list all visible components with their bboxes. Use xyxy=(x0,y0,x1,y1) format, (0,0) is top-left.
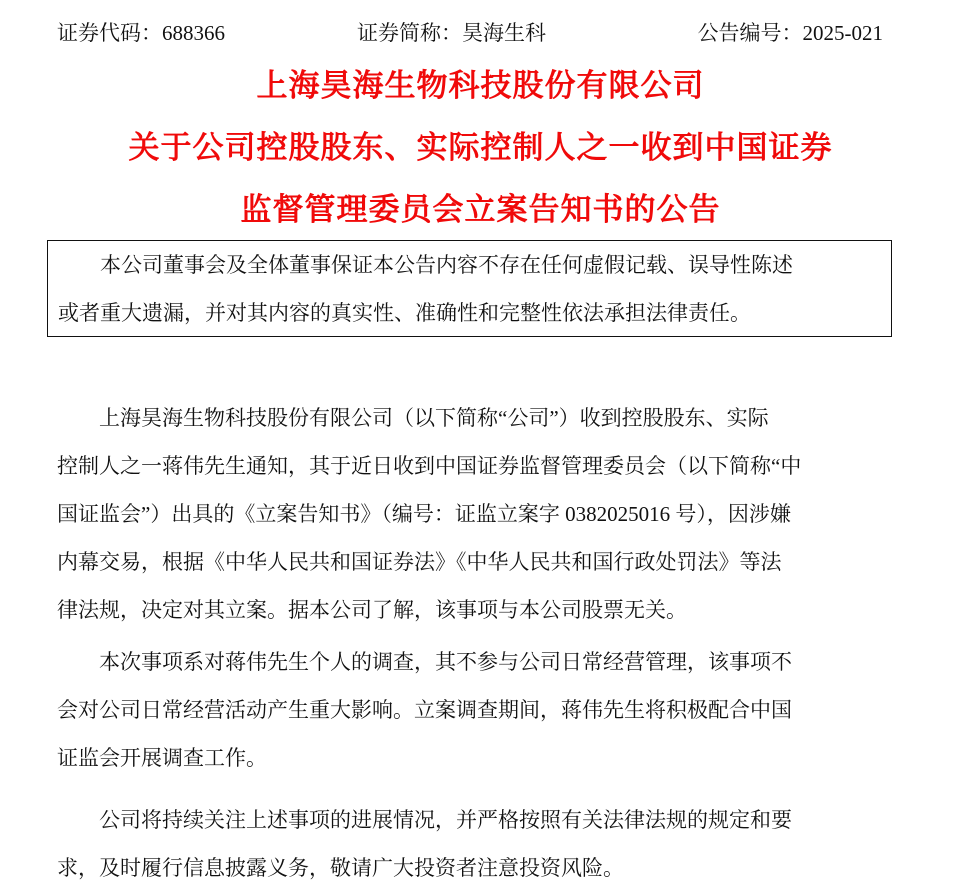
paragraph-case-filing xyxy=(57,394,887,634)
paragraph-line: 会对公司日常经营活动产生重大影响。立案调查期间，蒋伟先生将积极配合中国 xyxy=(57,698,792,722)
paragraph-line: 上海昊海生物科技股份有限公司（以下简称“公司”）收到控股股东、实际 xyxy=(99,406,769,430)
title-line-3: 监督管理委员会立案告知书的公告 xyxy=(240,192,721,228)
stock-code: 证券代码：688366 xyxy=(57,21,225,45)
notice-line-2: 或者重大遗漏，并对其内容的真实性、准确性和完整性依法承担法律责任。 xyxy=(58,301,751,325)
title-line-2: 关于公司控股股东、实际控制人之一收到中国证券 xyxy=(128,130,833,166)
paragraph-line: 本次事项系对蒋伟先生个人的调查，其不参与公司日常经营管理，该事项不 xyxy=(99,650,792,674)
paragraph-disclosure xyxy=(57,796,887,892)
paragraph-line: 国证监会”）出具的《立案告知书》（编号：证监立案字 0382025016 号），因涉嫌 xyxy=(57,502,791,526)
notice-line-1: 本公司董事会及全体董事保证本公告内容不存在任何虚假记载、误导性陈述 xyxy=(100,253,793,277)
paragraph-line: 律法规，决定对其立案。据本公司了解，该事项与本公司股票无关。 xyxy=(57,598,687,622)
paragraph-line: 求，及时履行信息披露义务，敬请广大投资者注意投资风险。 xyxy=(57,856,624,880)
stock-abbreviation: 证券简称：昊海生科 xyxy=(357,21,546,45)
paragraph-line: 内幕交易，根据《中华人民共和国证券法》《中华人民共和国行政处罚法》等法 xyxy=(57,550,782,574)
board-guarantee-notice xyxy=(47,240,892,337)
announcement-number: 公告编号：2025-021 xyxy=(697,21,883,45)
document-header xyxy=(57,18,883,48)
paragraph-impact xyxy=(57,638,887,782)
paragraph-line: 公司将持续关注上述事项的进展情况，并严格按照有关法律法规的规定和要 xyxy=(99,808,792,832)
paragraph-line: 证监会开展调查工作。 xyxy=(57,746,267,770)
paragraph-line: 控制人之一蒋伟先生通知，其于近日收到中国证券监督管理委员会（以下简称“中 xyxy=(57,454,802,478)
title-company-name: 上海昊海生物科技股份有限公司 xyxy=(256,68,705,104)
